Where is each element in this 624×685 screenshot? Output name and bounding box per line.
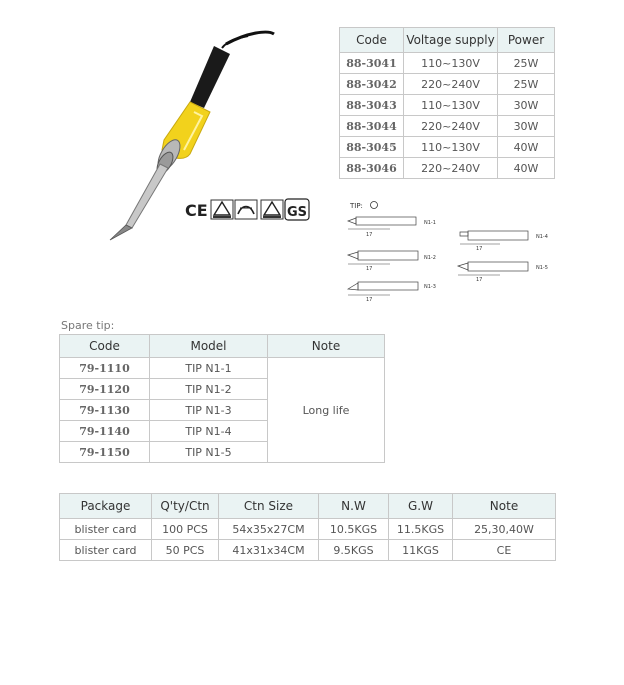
emc-mark-icon [235,200,257,219]
tip-model: TIP N1-4 [150,421,268,442]
gs-mark [285,199,309,220]
pack-note: 25,30,40W [453,519,556,540]
certification-marks [184,196,312,224]
spec-code: 88-3045 [340,137,404,158]
spec-power: 40W [498,137,555,158]
spec-header-power: Power [498,28,555,53]
svg-text:N1-2: N1-2 [424,255,436,261]
pack-gw: 11.5KGS [389,519,453,540]
svg-text:N1-4: N1-4 [536,234,548,240]
tip-model: TIP N1-1 [150,358,268,379]
tuv-mark-icon [211,200,233,219]
pack-qty: 100 PCS [152,519,219,540]
spec-code: 88-3041 [340,53,404,74]
pack-header-gw: G.W [389,494,453,519]
tip-diagram-label: TIP: [350,202,363,210]
spec-power: 30W [498,116,555,137]
table-row [60,358,385,379]
pack-header-ctn-size: Ctn Size [219,494,319,519]
svg-text:N1-1: N1-1 [424,220,436,226]
tip-note: Long life [268,358,385,463]
spare-tip-table [59,334,385,463]
spec-header-code: Code [340,28,404,53]
spec-code: 88-3044 [340,116,404,137]
spec-voltage: 220~240V [404,116,498,137]
pack-ctn-size: 41x31x34CM [219,540,319,561]
svg-text:N1-3: N1-3 [424,284,436,290]
pack-ctn-size: 54x35x27CM [219,519,319,540]
pack-header-row [60,494,556,519]
table-row [340,116,555,137]
table-row [340,74,555,95]
svg-text:17: 17 [366,232,373,238]
svg-text:17: 17 [366,297,373,303]
svg-text:17: 17 [476,277,483,283]
spec-code: 88-3046 [340,158,404,179]
pack-package: blister card [60,540,152,561]
tip-diagram [340,196,570,306]
tip-code: 79-1140 [60,421,150,442]
table-row [60,540,556,561]
tuv-gs-mark-icon [261,200,283,219]
ce-mark: CE [185,201,208,220]
tip-header-row [60,335,385,358]
table-row [340,95,555,116]
spec-power: 25W [498,53,555,74]
table-row [340,158,555,179]
spare-tip-label: Spare tip: [61,319,115,332]
spec-header-voltage: Voltage supply [404,28,498,53]
spec-power: 40W [498,158,555,179]
pack-package: blister card [60,519,152,540]
spec-voltage: 110~130V [404,95,498,116]
tip-header-note: Note [268,335,385,358]
packing-table [59,493,556,561]
spec-voltage: 220~240V [404,74,498,95]
pack-nw: 9.5KGS [319,540,389,561]
svg-text:17: 17 [476,246,483,252]
tip-header-code: Code [60,335,150,358]
pack-header-note: Note [453,494,556,519]
tip-code: 79-1130 [60,400,150,421]
table-row [340,137,555,158]
spec-voltage: 110~130V [404,137,498,158]
tip-code: 79-1110 [60,358,150,379]
pack-nw: 10.5KGS [319,519,389,540]
pack-header-qty: Q'ty/Ctn [152,494,219,519]
spec-power: 25W [498,74,555,95]
tip-n1-4-drawing [460,231,548,252]
pack-header-package: Package [60,494,152,519]
spec-table [339,27,555,179]
tip-header-model: Model [150,335,268,358]
pack-gw: 11KGS [389,540,453,561]
spec-voltage: 220~240V [404,158,498,179]
tip-n1-2-drawing [348,251,436,272]
pack-header-nw: N.W [319,494,389,519]
tip-n1-1-drawing [348,217,436,238]
svg-text:N1-5: N1-5 [536,265,548,271]
tip-code: 79-1150 [60,442,150,463]
tip-n1-5-drawing [458,262,548,283]
table-row [340,53,555,74]
spec-header-row [340,28,555,53]
svg-text:GS: GS [287,205,308,220]
tip-model: TIP N1-5 [150,442,268,463]
table-row [60,519,556,540]
svg-text:17: 17 [366,266,373,272]
spec-voltage: 110~130V [404,53,498,74]
pack-note: CE [453,540,556,561]
tip-code: 79-1120 [60,379,150,400]
tip-n1-3-drawing [348,282,436,303]
spec-code: 88-3043 [340,95,404,116]
spec-power: 30W [498,95,555,116]
pack-qty: 50 PCS [152,540,219,561]
spec-code: 88-3042 [340,74,404,95]
tip-model: TIP N1-2 [150,379,268,400]
tip-model: TIP N1-3 [150,400,268,421]
